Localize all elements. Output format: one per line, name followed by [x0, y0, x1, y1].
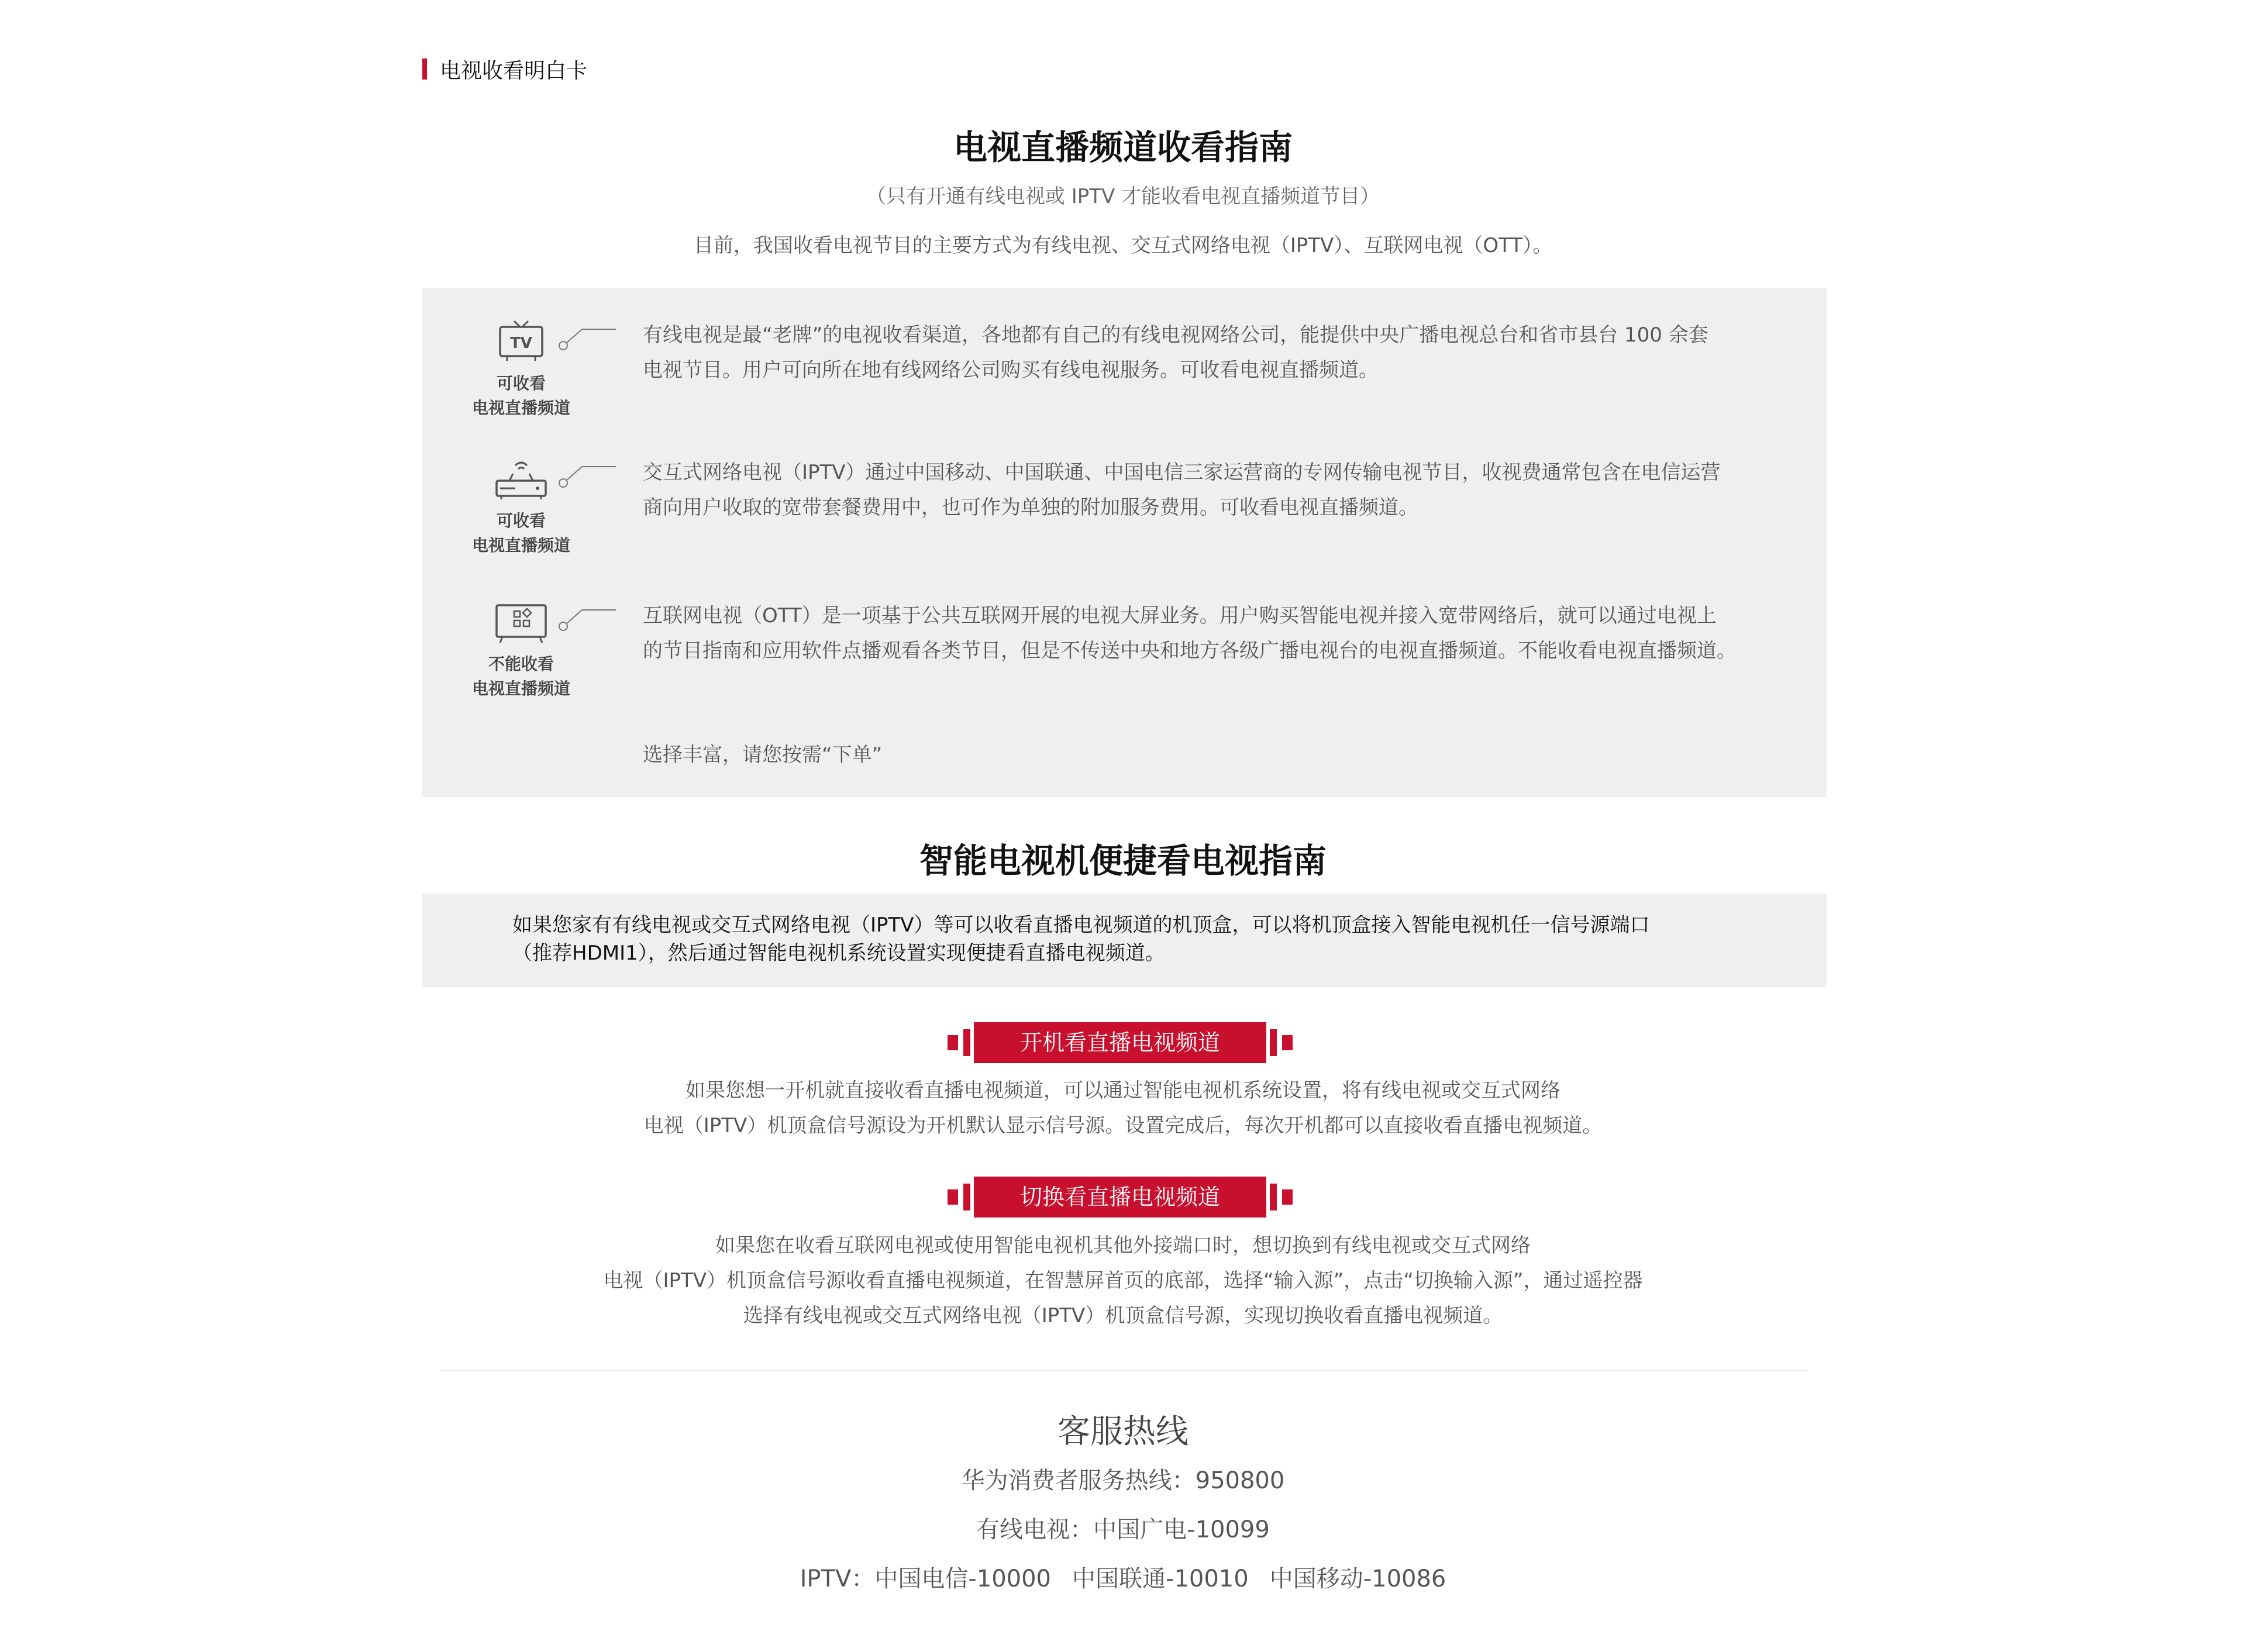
- method-availability-detail: 电视直播频道: [471, 536, 570, 555]
- smart-tv-apps-icon: [492, 598, 550, 647]
- closing-note: 选择丰富，请您按需“下单”: [643, 743, 883, 767]
- live-channel-guide-subtitle: （只有开通有线电视或 IPTV 才能收看电视直播频道节目）: [866, 185, 1380, 208]
- hotline-iptv-telecom: IPTV：中国电信-10000: [800, 1565, 1052, 1592]
- section-tag-label: 电视收看明白卡: [440, 58, 588, 83]
- hotline-iptv: [0, 1560, 2246, 1594]
- ribbon-end-decor: [1270, 1184, 1277, 1210]
- method-availability-detail: 电视直播频道: [471, 679, 570, 698]
- ribbon-end-decor: [1282, 1189, 1293, 1205]
- section-divider: [440, 1370, 1808, 1371]
- method-description: [643, 318, 1801, 388]
- section-tag: [422, 57, 587, 81]
- hotline-iptv-mobile: 中国移动-10086: [1269, 1565, 1446, 1592]
- note-line: （推荐HDMI1），然后通过智能电视机系统设置实现便捷看直播电视频道。: [512, 941, 1165, 965]
- method-availability-detail: 电视直播频道: [471, 398, 570, 418]
- connector-line-icon: [557, 461, 616, 490]
- section-tag-marker: [422, 58, 427, 80]
- method-description-line: 互联网电视（OTT）是一项基于公共互联网开展的电视大屏业务。用户购买智能电视并接入宽带网络后，就可以通过电视上: [643, 604, 1717, 627]
- hotline-cable: 有线电视：中国广电-10099: [976, 1516, 1270, 1543]
- method-availability: 可收看: [496, 374, 546, 393]
- switch-instructions: [0, 1228, 2246, 1333]
- instruction-line: 电视（IPTV）机顶盒信号源设为开机默认显示信号源。设置完成后，每次开机都可以直接收看直播电视频道。: [643, 1114, 1603, 1137]
- ribbon-end-decor: [948, 1035, 958, 1050]
- section-ribbon-switch: [0, 1177, 2246, 1218]
- connector-line-icon: [557, 323, 616, 353]
- instruction-line: 如果您想一开机就直接收看直播电视频道，可以通过智能电视机系统设置，将有线电视或交互式网络: [685, 1079, 1561, 1102]
- tv-icon: [492, 318, 550, 367]
- method-description-line: 有线电视是最“老牌”的电视收看渠道，各地都有自己的有线电视网络公司，能提供中央广播电视总台和省市县台 100 余套: [643, 323, 1708, 347]
- ribbon-end-decor: [963, 1184, 970, 1210]
- hotline-iptv-unicom: 中国联通-10010: [1072, 1565, 1249, 1592]
- method-description-line: 的节目指南和应用软件点播观看各类节目，但是不传送中央和地方各级广播电视台的电视直播频道。不能收看电视直播频道。: [643, 639, 1737, 663]
- method-availability: 不能收看: [488, 654, 554, 674]
- instruction-line: 如果您在收看互联网电视或使用智能电视机其他外接端口时，想切换到有线电视或交互式网络: [715, 1234, 1531, 1257]
- section-ribbon-power-on: [0, 1022, 2246, 1063]
- live-channel-guide-intro: 目前，我国收看电视节目的主要方式为有线电视、交互式网络电视（IPTV）、互联网电视（OTT）。: [693, 234, 1553, 257]
- instruction-line: 电视（IPTV）机顶盒信号源收看直播电视频道，在智慧屏首页的底部，选择“输入源”，点击“切换输入源”，通过遥控器: [603, 1269, 1643, 1292]
- ribbon-end-decor: [1270, 1029, 1277, 1056]
- svg-text:TV: TV: [510, 334, 532, 352]
- power-on-instructions: [0, 1073, 2246, 1143]
- note-line: 如果您家有有线电视或交互式网络电视（IPTV）等可以收看直播电视频道的机顶盒，可以将机顶盒接入智能电视机任一信号源端口: [512, 913, 1650, 937]
- smart-tv-guide-note: [422, 894, 1827, 987]
- ribbon-heading: 切换看直播电视频道: [974, 1177, 1266, 1218]
- method-description-line: 电视节目。用户可向所在地有线网络公司购买有线电视服务。可收看电视直播频道。: [643, 358, 1379, 382]
- ribbon-end-decor: [948, 1189, 958, 1205]
- method-description-line: 交互式网络电视（IPTV）通过中国移动、中国联通、中国电信三家运营商的专网传输电视节目，收视费通常包含在电信运营: [643, 461, 1721, 484]
- live-channel-guide-title: 电视直播频道收看指南: [953, 127, 1293, 167]
- method-description-line: 商向用户收取的宽带套餐费用中，也可作为单独的附加服务费用。可收看电视直播频道。: [643, 496, 1418, 519]
- ribbon-end-decor: [1282, 1035, 1293, 1050]
- method-availability: 可收看: [496, 511, 546, 530]
- ribbon-end-decor: [963, 1029, 970, 1056]
- connector-line-icon: [557, 604, 616, 633]
- hotline-huawei: 华为消费者服务热线：950800: [961, 1467, 1285, 1494]
- instruction-line: 选择有线电视或交互式网络电视（IPTV）机顶盒信号源，实现切换收看直播电视频道。: [743, 1304, 1503, 1327]
- method-description: [643, 598, 1801, 668]
- set-top-box-icon: [492, 455, 550, 504]
- ribbon-heading: 开机看直播电视频道: [974, 1022, 1266, 1063]
- method-description: [643, 455, 1801, 525]
- hotline-title: 客服热线: [1057, 1413, 1189, 1451]
- viewing-methods-panel: [422, 288, 1827, 797]
- smart-tv-guide-title: 智能电视机便捷看电视指南: [919, 841, 1327, 881]
- smart-tv-guide-note-text: [512, 911, 1741, 967]
